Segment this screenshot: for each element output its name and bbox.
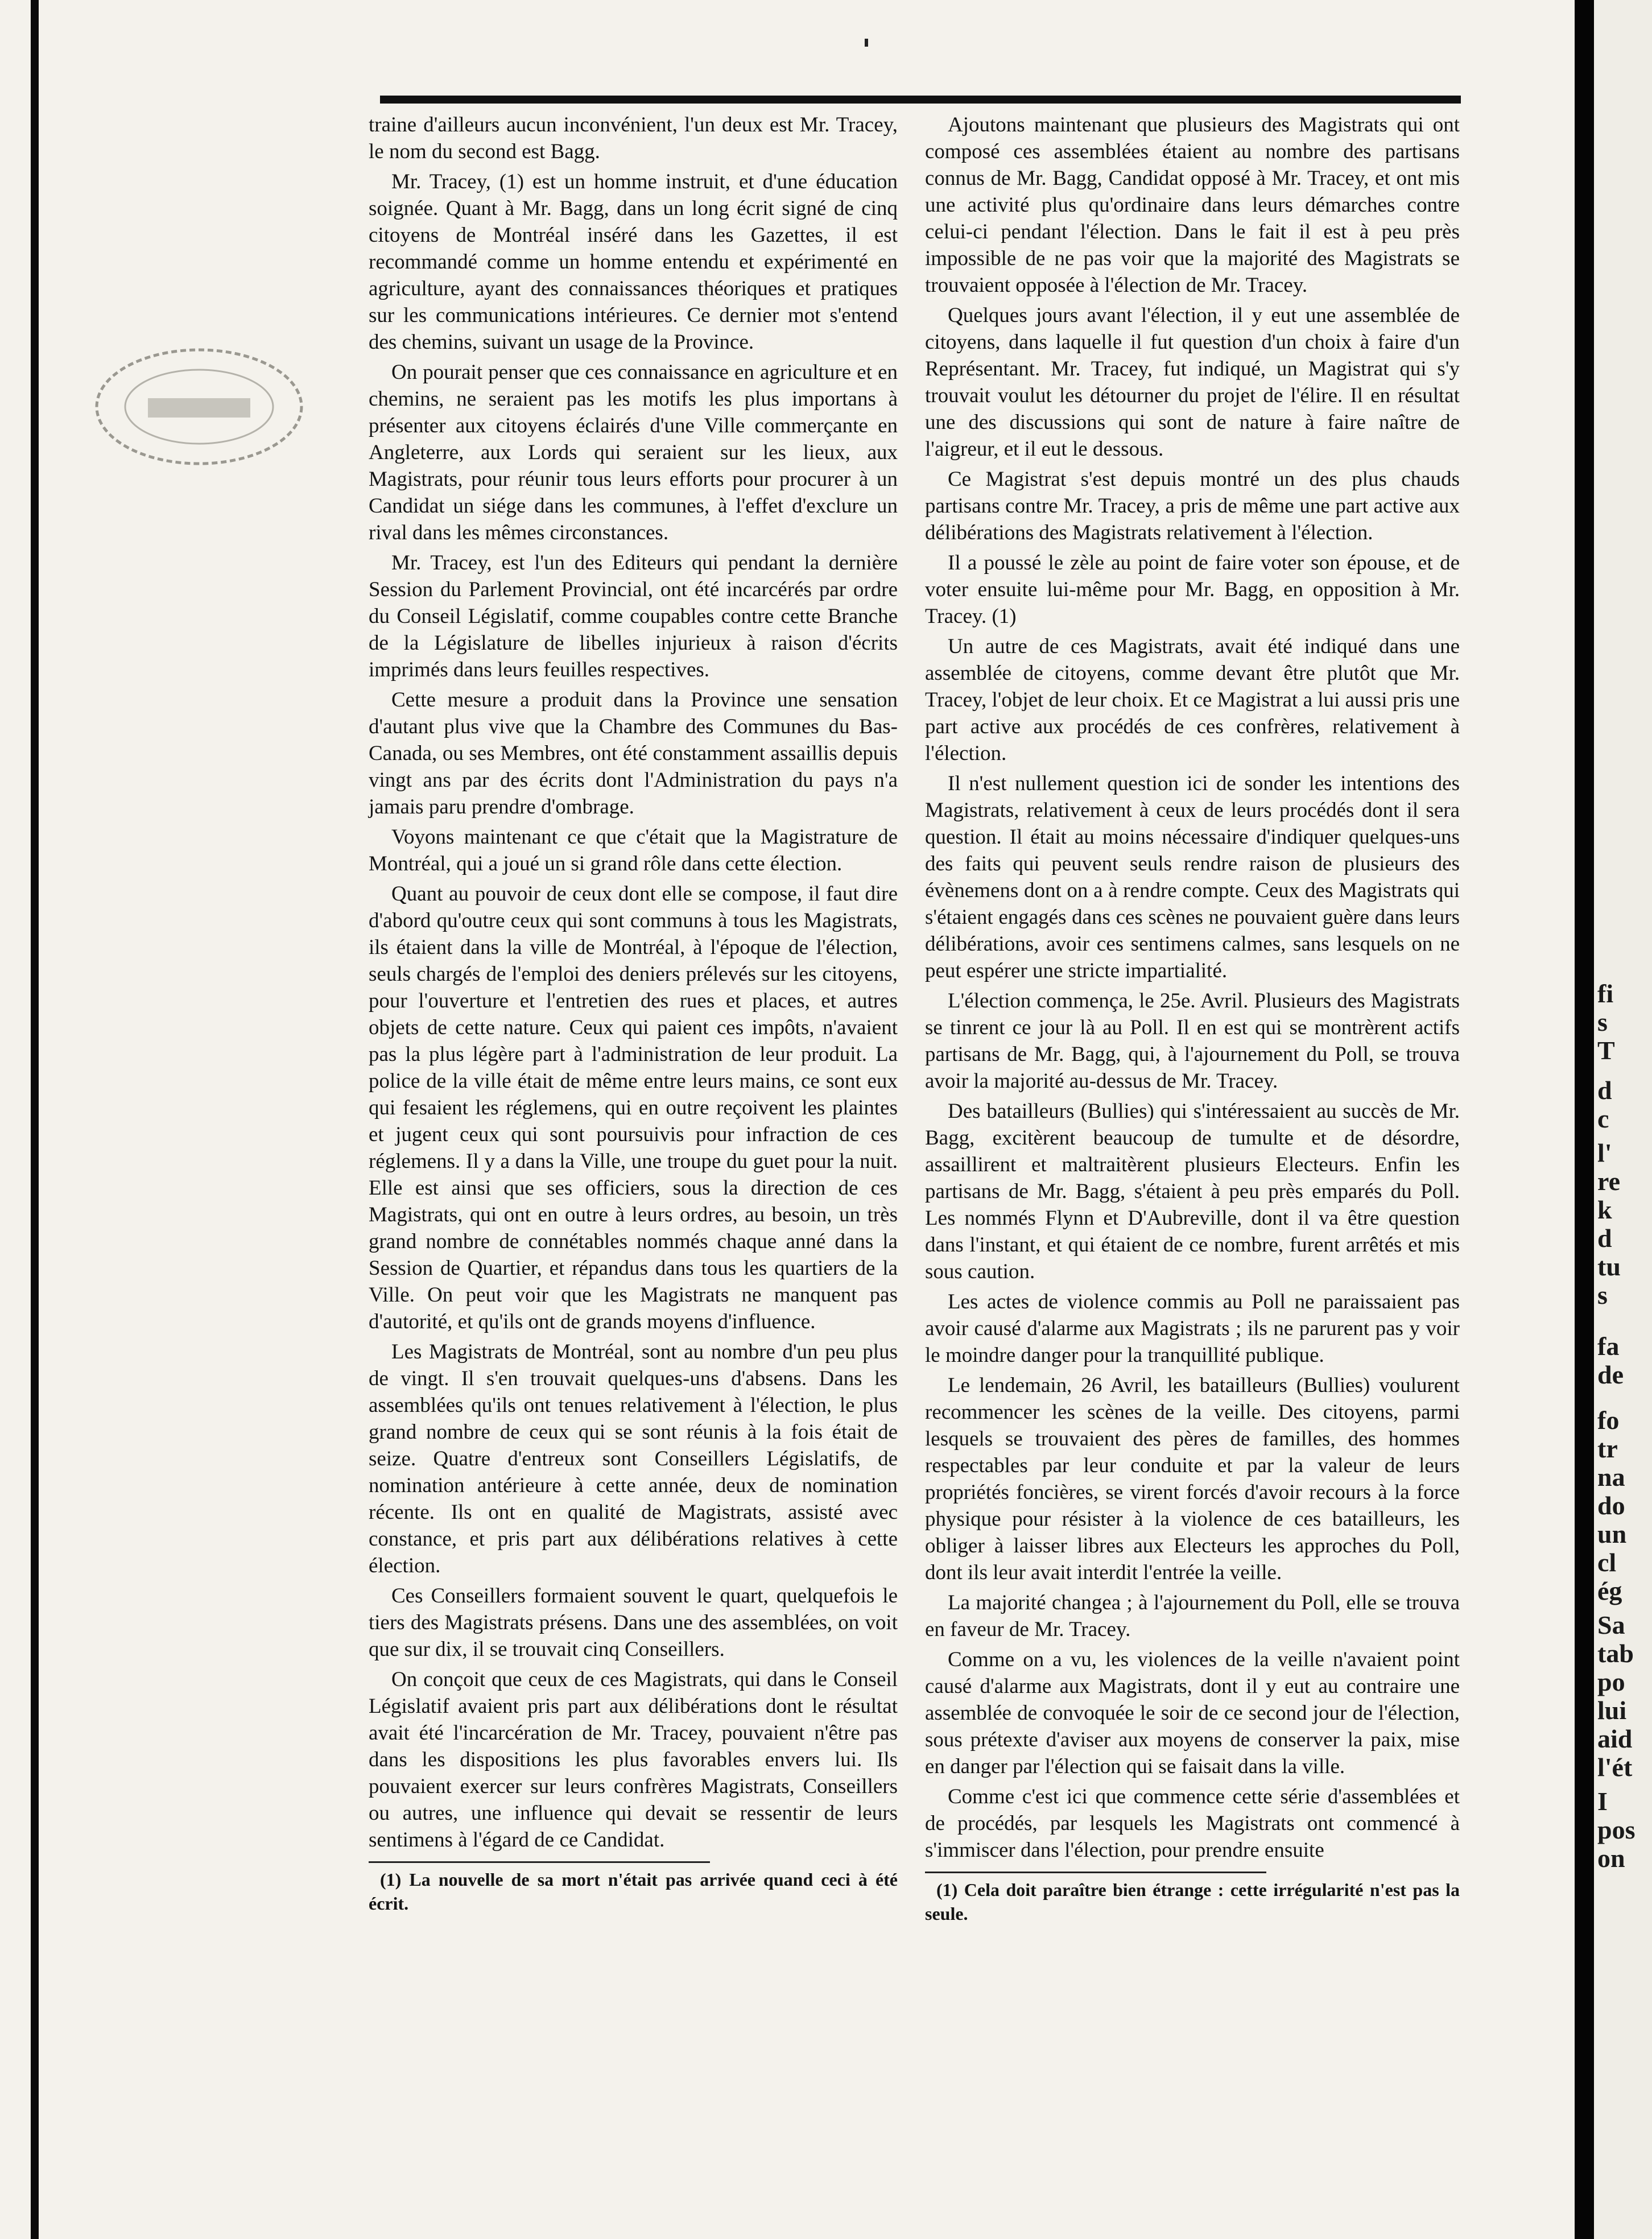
fragment: un [1597,1519,1627,1548]
footnote-rule [369,1861,710,1863]
fragment: fi [1597,979,1614,1008]
paragraph: Cette mesure a produit dans la Province une sensation d'autant plus vive que la Chambre des Communes du Bas-Canada, ou ses Membres, ont été constamment assaillis depuis vingt ans par des écrits dont l'Administration du pays n'a jamais paru prendre d'ombrage. [369,688,898,819]
fragment: de [1597,1360,1624,1389]
paragraph: Ajoutons maintenant que plusieurs des Magistrats qui ont composé ces assemblées étaient au nombre des partisans connus de Mr. Bagg, Candidat opposé à Mr. Tracey, et ont mis une activité plus qu'ordinaire dans leurs démarches contre celui-ci pendant l'élection. Dans le fait il est à peu près impossible de ne pas voir que la majorité des Magistrats se trouvaient opposée à l'élection de Mr. Tracey. [925,113,1460,297]
paragraph: L'élection commença, le 25e. Avril. Plusieurs des Magistrats se tinrent ce jour là au Poll. Il en est qui se montrèrent actifs partisans de Mr. Bagg, qui, à l'ajournement du Poll, se trouva avoir la majorité au-dessus de Mr. Tracey. [925,989,1460,1093]
paragraph: traine d'ailleurs aucun inconvénient, l'un deux est Mr. Tracey, le nom du second est Bagg. [369,113,898,163]
paragraph: Des batailleurs (Bullies) qui s'intéressaient au succès de Mr. Bagg, excitèrent beaucoup de tumulte et de désordre, assaillirent et maltraitèrent plusieurs Electeurs. Enfin les partisans de Mr. Bagg, s'étaient à peu près emparés du Poll. Les nommés Flynn et D'Aubreville, dont il va être question dans l'instant, et qui étaient de ce nombre, furent arrêtés et mis sous caution. [925,1100,1460,1283]
fragment: po [1597,1667,1625,1696]
fragment: tab [1597,1639,1634,1668]
fragment: s [1597,1280,1608,1309]
paragraph: Il n'est nullement question ici de sonder les intentions des Magistrats, relativement à ceux de leurs procédés dont il sera question. Il était au moins nécessaire d'indiquer quelques-uns des faits qui peuvent seuls rendre raison de plusieurs des évènemens dont on a à rendre compte. Ceux des Magistrats qui s'étaient engagés dans ces scènes ne pouvaient guère dans leurs délibérations, avoir ces sentimens calmes, sans lesquels on ne peut espérer une stricte impartialité. [925,772,1460,982]
adjacent-page-edge [1594,0,1652,2239]
fragment: re [1597,1167,1621,1196]
paragraph: Mr. Tracey, (1) est un homme instruit, et d'une éducation soignée. Quant à Mr. Bagg, dans un long écrit signé de cinq citoyens de Montréal inséré dans les Gazettes, il est recommandé comme un homme entendu et expérimenté en agriculture, ayant des connaissances théoriques et pratiques sur les communications intérieures. Ce dernier mot s'entend des chemins, suivant un usage de la Province. [369,170,898,354]
fragment: on [1597,1844,1625,1873]
library-stamp [91,341,307,472]
fragment: l' [1597,1138,1612,1167]
right-column [925,111,1460,1926]
fragment: fa [1597,1332,1620,1361]
fragment: c [1597,1104,1609,1133]
paragraph: Comme on a vu, les violences de la veille n'avaient point causé d'alarme aux Magistrats, dont il y eut au contraire une assemblée de convoquée le soir de ce second jour de l'élection, sous prétexte d'aviser aux moyens de conserver la paix, mise en danger par l'élection qui se faisait dans la ville. [925,1648,1460,1778]
page-frame-edge [31,0,39,2239]
paragraph: Ces Conseillers formaient souvent le quart, quelquefois le tiers des Magistrats présens. Dans une des assemblées, on voit que sur dix, il se trouvait cinq Conseillers. [369,1584,898,1661]
left-column [369,111,898,1915]
fragment: tu [1597,1252,1621,1281]
fragment: d [1597,1224,1612,1253]
paragraph: Le lendemain, 26 Avril, les batailleurs (Bullies) voulurent recommencer les scènes de la veille. Des citoyens, parmi lesquels se trouvaient des pères de familles, des hommes respectables par leur conduite et par la valeur de leurs propriétés foncières, se virent forcés d'avoir recours à la force physique pour résister à la violence de ces batailleurs, les obliger à laisser libres aux Electeurs les approches du Poll, dont ils leur avait interdit l'entrée la veille. [925,1374,1460,1584]
footnote-rule [925,1872,1266,1873]
fragment: ég [1597,1576,1622,1605]
right-paragraphs [925,111,1460,1864]
paragraph: Les Magistrats de Montréal, sont au nombre d'un peu plus de vingt. Il s'en trouvait quelques-uns d'absens. Dans les assemblées qu'ils ont tenues relativement à l'élection, le plus grand nombre de ceux qui se sont réunis à la fois était de seize. Quatre d'entreux sont Conseillers Législatifs, de nomination antérieure à cette année, deux de nomination récente. Ils ont en qualité de Magistrats, assisté avec constance, et pris part aux délibérations relatives à cette élection. [369,1340,898,1577]
header-rule [380,96,1461,104]
fragment: na [1597,1463,1625,1492]
fragment: cl [1597,1548,1617,1577]
fragment: I [1597,1787,1608,1816]
paragraph: La majorité changea ; à l'ajournement du Poll, elle se trouva en faveur de Mr. Tracey. [925,1591,1460,1641]
paragraph: Les actes de violence commis au Poll ne paraissaient pas avoir causé d'alarme aux Magistrats ; ils ne parurent pas y voir le moindre danger pour la tranquillité publique. [925,1290,1460,1367]
paragraph: Voyons maintenant ce que c'était que la Magistrature de Montréal, qui a joué un si grand rôle dans cette élection. [369,825,898,875]
paragraph: Il a poussé le zèle au point de faire voter son épouse, et de voter ensuite lui-même pour Mr. Bagg, en opposition à Mr. Tracey. (1) [925,551,1460,628]
fragment: fo [1597,1406,1620,1435]
fragment: s [1597,1007,1608,1036]
fragment: d [1597,1076,1612,1105]
fragment: lui [1597,1696,1627,1725]
top-mark [865,39,868,47]
fragment: k [1597,1195,1612,1224]
left-paragraphs [369,111,898,1853]
paragraph: Ce Magistrat s'est depuis montré un des plus chauds partisans contre Mr. Tracey, a pris de même une part active aux délibérations des Magistrats relativement à l'élection. [925,468,1460,544]
page-gutter [1575,0,1594,2239]
paragraph: On conçoit que ceux de ces Magistrats, qui dans le Conseil Législatif avaient pris part aux délibérations dont le résultat avait été l'incarcération de Mr. Tracey, pouvaient n'être pas dans les dispositions les plus favorables envers lui. Ils pouvaient exercer sur leurs confrères Magistrats, Conseillers ou autres, une influence qui devait se ressentir de leurs sentimens à l'égard de ce Candidat. [369,1668,898,1852]
fragment: tr [1597,1434,1618,1463]
fragment: aid [1597,1724,1633,1753]
paragraph: Comme c'est ici que commence cette série d'assemblées et de procédés, par lesquels les Magistrats ont commencé à s'immiscer dans l'élection, pour prendre ensuite [925,1785,1460,1862]
footnote: (1) La nouvelle de sa mort n'était pas arrivée quand ceci à été écrit. [369,1869,898,1914]
fragment: l'ét [1597,1753,1633,1782]
fragment: do [1597,1491,1625,1520]
paragraph: Mr. Tracey, est l'un des Editeurs qui pendant la dernière Session du Parlement Provincial, ont été incarcérés par ordre du Conseil Législatif, comme coupables contre cette Branche de la Législature de libelles injurieux à raison d'écrits imprimés dans leurs feuilles respectives. [369,551,898,681]
paragraph: Quelques jours avant l'élection, il y eut une assemblée de citoyens, dans laquelle il fut question d'un choix à faire d'un Représentant. Mr. Tracey, fut indiqué, un Magistrat qui s'y trouvait voulut les détourner du projet de l'élire. Il en résultat une des discussions qui sont de nature à faire naître de l'aigreur, et il eut le dessous. [925,304,1460,461]
fragment: T [1597,1036,1615,1065]
fragment: pos [1597,1815,1636,1844]
fragment: Sa [1597,1610,1625,1639]
footnote: (1) Cela doit paraître bien étrange : cette irrégularité n'est pas la seule. [925,1879,1460,1924]
paragraph: Quant au pouvoir de ceux dont elle se compose, il faut dire d'abord qu'outre ceux qui sont communs à tous les Magistrats, ils étaient dans la ville de Montréal, à l'époque de l'élection, seuls chargés de l'emploi des deniers prélevés sur les citoyens, pour l'ouverture et l'entretien des rues et places, et autres objets de cette nature. Ceux qui paient ces impôts, n'avaient pas la plus légère part à l'administration de leur produit. La police de la ville était de même entre leurs mains, ce sont eux qui fesaient les réglemens, qui en outre reçoivent les plaintes et jugent ceux qui sont poursuivis pour infraction de ces réglemens. Il y a dans la Ville, une troupe du guet pour la nuit. Elle est ainsi que ses officiers, sous la direction de ces Magistrats, qui ont en outre à leurs ordres, au besoin, un très grand nombre de connétables nommés chaque anné dans la Session de Quartier, et répandus dans tous les quartiers de la Ville. On peut voir que les Magistrats ne manquent pas d'autorité, et qu'ils ont de grands moyens d'influence. [369,882,898,1333]
paragraph: On pourait penser que ces connaissance en agriculture et en chemins, ne seraient pas les motifs les plus importans à présenter aux citoyens éclairés d'une Ville commerçante en Angleterre, aux Lords qui seraient sur les lieux, aux Magistrats, pour réunir tous leurs efforts pour procurer à un Candidat un siége dans les communes, à l'effet d'exclure un rival dans les mêmes circonstances. [369,361,898,544]
paragraph: Un autre de ces Magistrats, avait été indiqué dans une assemblée de citoyens, comme devant être plutôt que Mr. Tracey, l'objet de leur choix. Et ce Magistrat a lui aussi pris une part active aux procédés de ces confrères, relativement à l'élection. [925,635,1460,765]
